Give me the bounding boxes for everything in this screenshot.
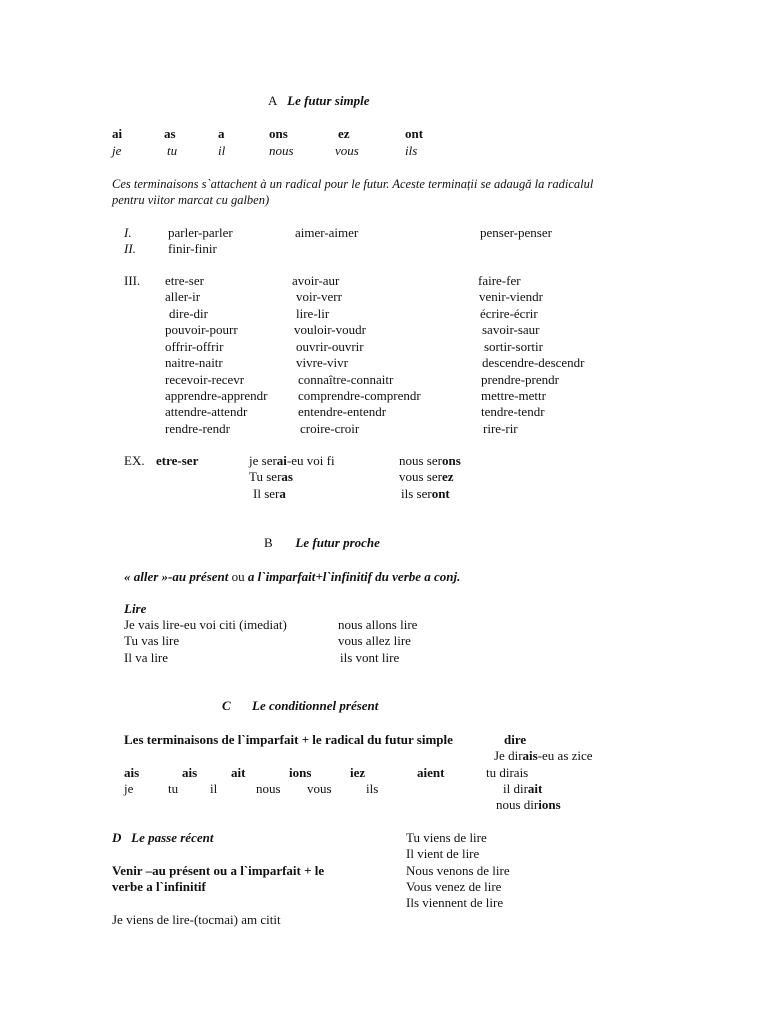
verb-item: aller-ir bbox=[165, 289, 201, 304]
example-il: Il sera bbox=[253, 486, 286, 501]
ending-ez: ez bbox=[338, 126, 350, 141]
section-b-title: Le futur proche bbox=[295, 535, 380, 550]
verb-item: attendre-attendr bbox=[165, 404, 248, 419]
passe-recent-line: Nous venons de lire bbox=[406, 863, 510, 878]
group-3-roman: III. bbox=[124, 273, 141, 288]
cond-ending: ions bbox=[289, 765, 312, 780]
section-b-verb: Lire bbox=[124, 601, 147, 616]
section-a-heading bbox=[268, 93, 369, 109]
pronoun-nous: nous bbox=[269, 143, 294, 158]
verb-item: faire-fer bbox=[478, 273, 521, 288]
section-d-rule-line-2: verbe a l`infinitif bbox=[112, 879, 206, 894]
verb-item: savoir-saur bbox=[482, 322, 540, 337]
conditionnel-tu: tu dirais bbox=[486, 765, 529, 780]
verb-item: descendre-descendr bbox=[482, 355, 585, 370]
verb-item: comprendre-comprendr bbox=[298, 388, 421, 403]
cond-pronoun: nous bbox=[256, 781, 281, 796]
group-2-roman: II. bbox=[124, 241, 136, 256]
verb-item: voir-verr bbox=[296, 289, 342, 304]
ending-as: as bbox=[164, 126, 176, 141]
verb-item: offrir-offrir bbox=[165, 339, 224, 354]
example-ils: ils seront bbox=[401, 486, 450, 501]
passe-recent-line: Tu viens de lire bbox=[406, 830, 487, 845]
futur-proche-line: Je vais lire-eu voi citi (imediat) bbox=[124, 617, 287, 632]
verb-item: rendre-rendr bbox=[165, 421, 230, 436]
cond-ending: ais bbox=[182, 765, 198, 780]
verb-item: recevoir-recevr bbox=[165, 372, 245, 387]
section-a-title: Le futur simple bbox=[287, 93, 370, 108]
passe-recent-line: Il vient de lire bbox=[406, 846, 480, 861]
verb-item: vouloir-voudr bbox=[294, 322, 366, 337]
conditionnel-nous: nous dirions bbox=[496, 797, 561, 812]
verb-item: écrire-écrir bbox=[480, 306, 538, 321]
passe-recent-line: Ils viennent de lire bbox=[406, 895, 504, 910]
section-c-rule: Les terminaisons de l`imparfait + le radical du futur simple bbox=[124, 732, 453, 747]
pronoun-il: il bbox=[218, 143, 226, 158]
futur-proche-line: vous allez lire bbox=[338, 633, 411, 648]
verb-item: croire-croir bbox=[300, 421, 360, 436]
example-tu: Tu seras bbox=[249, 469, 293, 484]
verb-item: entendre-entendr bbox=[298, 404, 387, 419]
verb-item: vivre-vivr bbox=[296, 355, 348, 370]
ending-ai: ai bbox=[112, 126, 123, 141]
cond-pronoun: il bbox=[210, 781, 218, 796]
verb-item: pouvoir-pourr bbox=[165, 322, 238, 337]
verb-item: tendre-tendr bbox=[481, 404, 545, 419]
verb-item: etre-ser bbox=[165, 273, 204, 288]
section-c-verb: dire bbox=[504, 732, 527, 747]
cond-ending: ais bbox=[124, 765, 140, 780]
cond-ending: aient bbox=[417, 765, 445, 780]
pronoun-vous: vous bbox=[335, 143, 359, 158]
verb-item: finir-finir bbox=[168, 241, 217, 256]
verb-item: ouvrir-ouvrir bbox=[296, 339, 364, 354]
cond-ending: iez bbox=[350, 765, 366, 780]
verb-item: connaître-connaitr bbox=[298, 372, 394, 387]
example-label: EX. bbox=[124, 453, 145, 468]
futur-proche-line: nous allons lire bbox=[338, 617, 418, 632]
section-b-rule: « aller »-au présent ou a l`imparfait+l`infinitif du verbe a conj. bbox=[124, 569, 461, 584]
futur-proche-line: Tu vas lire bbox=[124, 633, 180, 648]
verb-item: penser-penser bbox=[480, 225, 552, 240]
example-vous: vous serez bbox=[399, 469, 454, 484]
section-d-letter: D bbox=[112, 830, 122, 845]
example-verb: etre-ser bbox=[156, 453, 199, 468]
futur-proche-line: ils vont lire bbox=[340, 650, 400, 665]
verb-item: avoir-aur bbox=[292, 273, 340, 288]
futur-proche-line: Il va lire bbox=[124, 650, 169, 665]
cond-pronoun: vous bbox=[307, 781, 332, 796]
section-b-letter: B bbox=[264, 535, 273, 550]
pronoun-je: je bbox=[112, 143, 122, 158]
ending-a: a bbox=[218, 126, 225, 141]
verb-item: parler-parler bbox=[168, 225, 233, 240]
verb-item: apprendre-apprendr bbox=[165, 388, 268, 403]
cond-pronoun: je bbox=[124, 781, 134, 796]
verb-item: rire-rir bbox=[483, 421, 518, 436]
conditionnel-je: Je dirais-eu as zice bbox=[494, 748, 593, 763]
verb-item: prendre-prendr bbox=[481, 372, 559, 387]
example-nous: nous serons bbox=[399, 453, 461, 468]
group-1-roman: I. bbox=[124, 225, 132, 240]
section-c-title: Le conditionnel présent bbox=[252, 698, 379, 713]
verb-item: aimer-aimer bbox=[295, 225, 359, 240]
verb-item: dire-dir bbox=[169, 306, 208, 321]
section-d-heading bbox=[112, 830, 213, 846]
ending-ont: ont bbox=[405, 126, 424, 141]
section-d-title: Le passe récent bbox=[131, 830, 214, 845]
verb-item: naitre-naitr bbox=[165, 355, 223, 370]
section-a-letter: A bbox=[268, 93, 278, 108]
note-line-1: Ces terminaisons s`attachent à un radical pour le futur. Aceste terminații se adaugă la radicalul bbox=[112, 177, 594, 191]
verb-item: mettre-mettr bbox=[481, 388, 546, 403]
passe-recent-line: Vous venez de lire bbox=[406, 879, 502, 894]
section-c-letter: C bbox=[222, 698, 231, 713]
cond-ending: ait bbox=[231, 765, 246, 780]
conditionnel-il: il dirait bbox=[503, 781, 543, 796]
verb-item: lire-lir bbox=[296, 306, 330, 321]
cond-pronoun: ils bbox=[366, 781, 379, 796]
verb-item: sortir-sortir bbox=[484, 339, 543, 354]
pronoun-ils: ils bbox=[405, 143, 418, 158]
note-line-2: pentru viitor marcat cu galben) bbox=[112, 193, 270, 207]
section-d-rule-line-1: Venir –au présent ou a l`imparfait + le bbox=[112, 863, 325, 878]
example-je: je serai-eu voi fi bbox=[249, 453, 335, 468]
ending-ons: ons bbox=[269, 126, 288, 141]
cond-pronoun: tu bbox=[168, 781, 179, 796]
section-b-heading bbox=[264, 535, 380, 551]
pronoun-tu: tu bbox=[167, 143, 178, 158]
section-d-example: Je viens de lire-(tocmai) am citit bbox=[112, 912, 281, 927]
verb-item: venir-viendr bbox=[479, 289, 543, 304]
